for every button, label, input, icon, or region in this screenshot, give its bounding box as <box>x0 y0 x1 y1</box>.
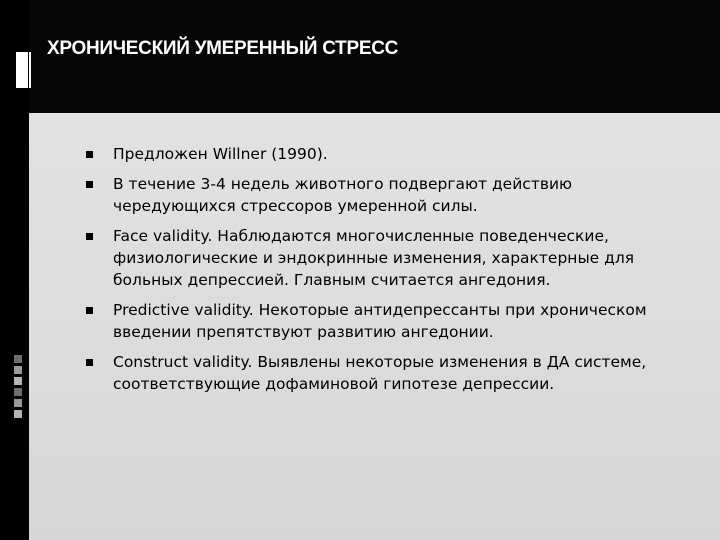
decorative-line <box>29 52 31 88</box>
bullet-item <box>86 225 686 291</box>
bullet-text: Predictive validity. Некоторые антидепрессанты при хроническом введении препятствуют развитию ангедонии. <box>113 301 647 341</box>
bullet-item <box>86 143 686 165</box>
bullet-text: Предложен Willner (1990). <box>113 145 328 163</box>
square-bullet-icon <box>86 181 93 188</box>
bullet-item <box>86 299 686 343</box>
square-bullet-icon <box>86 307 93 314</box>
square-bullet-icon <box>86 151 93 158</box>
square-bullet-icon <box>86 233 93 240</box>
decorative-square <box>14 388 22 396</box>
decorative-block <box>16 52 28 88</box>
bullet-text: Face validity. Наблюдаются многочисленные поведенческие, физиологические и эндокринные изменения, характерные для больных депрессией. Главным считается ангедония. <box>113 227 635 289</box>
slide-title: ХРОНИЧЕСКИЙ УМЕРЕННЫЙ СТРЕСС <box>47 38 399 59</box>
bullet-text: В течение 3-4 недель животного подвергают действию чередующихся стрессоров умеренной силы. <box>113 175 573 215</box>
bullet-item <box>86 173 686 217</box>
decorative-square <box>14 366 22 374</box>
decorative-square <box>14 355 22 363</box>
bullet-item <box>86 351 686 395</box>
decorative-square <box>14 377 22 385</box>
square-bullet-icon <box>86 359 93 366</box>
decorative-square <box>14 399 22 407</box>
decorative-square <box>14 410 22 418</box>
bullet-list <box>86 143 686 403</box>
bullet-text: Construct validity. Выявлены некоторые изменения в ДА системе, соответствующие дофаминовой гипотезе депрессии. <box>113 353 647 393</box>
